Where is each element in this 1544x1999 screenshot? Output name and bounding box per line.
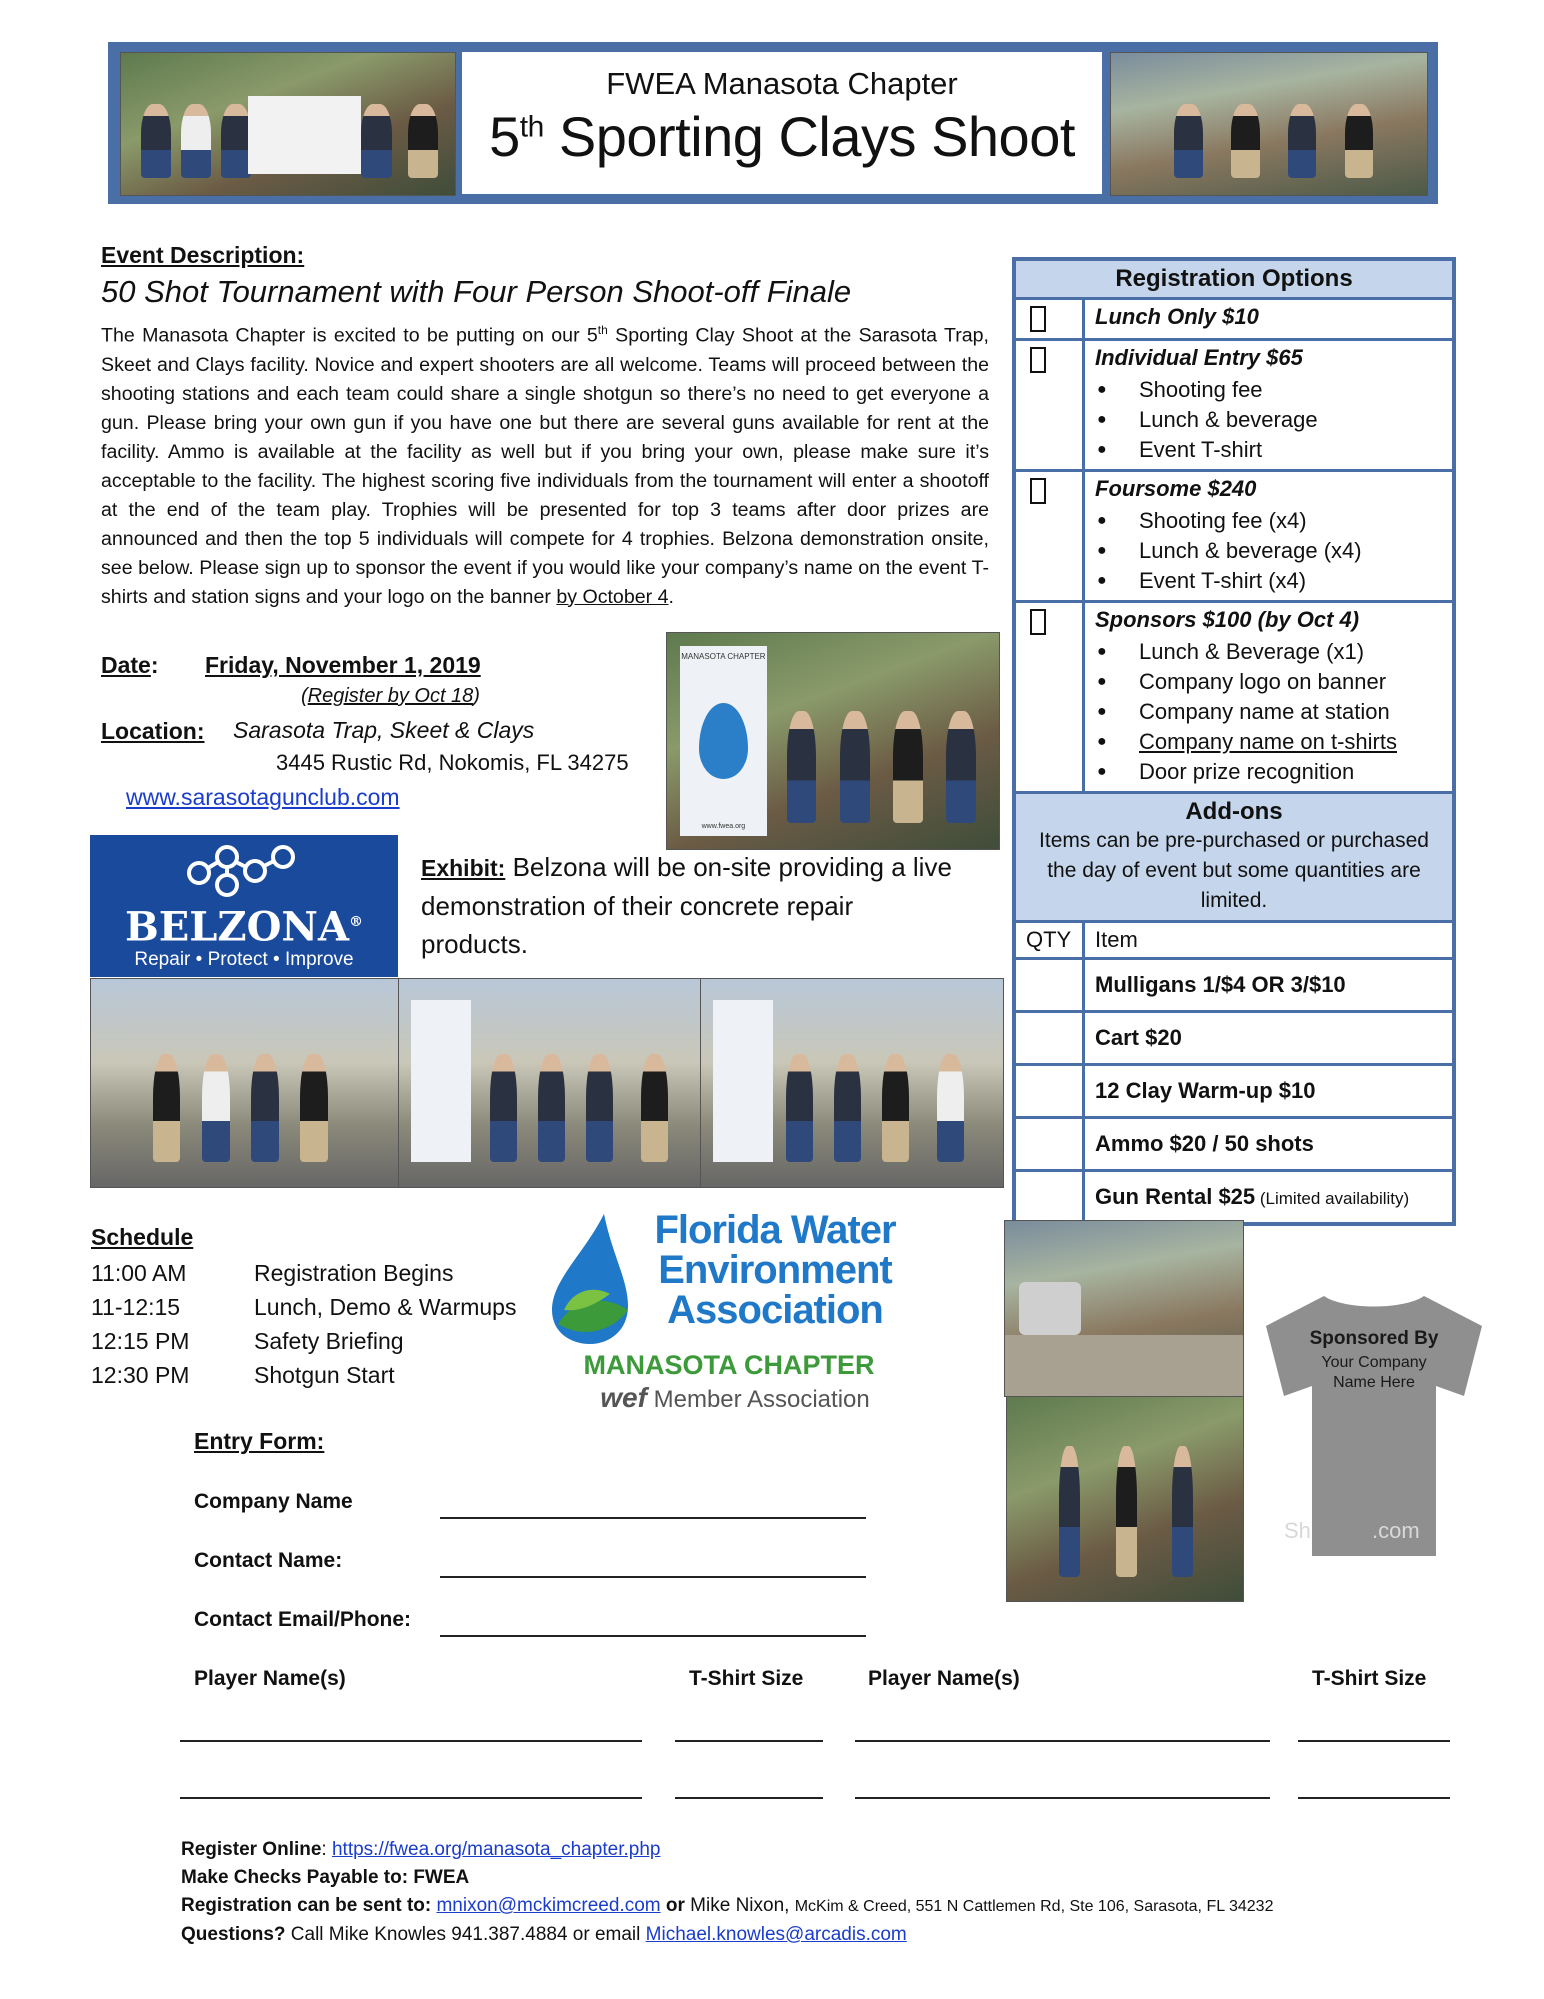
option-foursome: Foursome $240 ● Shooting fee (x4) ● Lunch & beverage (x4) ● Event T-shirt (x4) [1014,471,1454,602]
option-sponsors: Sponsors $100 (by Oct 4) ● Lunch & Beverage (x1) ● Company logo on banner ● Company name at station ● Company name on t-shirts ● Door prize recognition [1014,602,1454,793]
tshirt-field[interactable] [675,1740,823,1742]
player-header-2: Player Name(s) [868,1667,1020,1690]
player-header-1: Player Name(s) [194,1667,346,1690]
player-field[interactable] [855,1740,1270,1742]
questions: Questions? Call Mike Knowles 941.387.4884 or email Michael.knowles@arcadis.com [181,1924,907,1945]
shooters-photo [1006,1396,1244,1602]
option-item: ● Lunch & Beverage (x1) [1139,637,1442,667]
team-photo-2 [398,978,702,1188]
wef-logo: wef [600,1382,647,1413]
option-item: ● Company name on t-shirts [1139,727,1442,757]
registration-title: Registration Options [1014,259,1454,299]
nixon-email-link[interactable]: mnixon@mckimcreed.com [436,1895,661,1916]
email-label: Contact Email/Phone: [194,1608,412,1631]
tshirt-sponsored: Sponsored By [1309,1328,1439,1349]
addon-qty-field[interactable] [1014,1118,1084,1171]
molecule-icon [179,843,309,897]
addons-description: Items can be pre-purchased or purchased the day of event but some quantities are limited. [1039,829,1429,912]
addon-qty-field[interactable] [1014,1065,1084,1118]
belzona-tagline: Repair • Protect • Improve [134,949,354,971]
tshirt-header-2: T-Shirt Size [1312,1667,1427,1690]
contact-label: Contact Name: [194,1549,343,1572]
option-item: ● Event T-shirt [1139,435,1442,465]
location-label: Location: [101,718,205,744]
addon-row: Ammo $20 / 50 shots [1014,1118,1454,1171]
header-banner [108,42,1438,204]
option-item: ● Company logo on banner [1139,667,1442,697]
option-item: ● Event T-shirt (x4) [1139,566,1442,596]
banner-title: 5th Sporting Clays Shoot [489,105,1075,168]
player-field[interactable] [180,1797,642,1799]
option-item: ● Shooting fee (x4) [1139,506,1442,536]
belzona-logo: BELZONA® Repair • Protect • Improve [90,835,398,977]
option-item: ● Company name at station [1139,697,1442,727]
register-by: (Register by Oct 18) [301,685,480,707]
contact-field[interactable] [440,1576,866,1578]
tshirt-company: Your Company [1321,1354,1427,1371]
tshirt-field[interactable] [1298,1797,1450,1799]
fwea-logo [544,1210,914,1420]
description-heading: Event Description: [101,242,305,268]
registration-sent: Registration can be sent to: mnixon@mckimcreed.com or Mike Nixon, McKim & Creed, 551 N Cattlemen Rd, Ste 106, Sarasota, FL 34232 [181,1895,1274,1916]
addon-row: Mulligans 1/$4 OR 3/$10 [1014,959,1454,1012]
fwea-chapter: MANASOTA CHAPTER [583,1350,875,1380]
option-item: ● Lunch & beverage [1139,405,1442,435]
location-name: Sarasota Trap, Skeet & Clays [233,717,535,743]
event-date: Date: [101,652,159,678]
tshirt-field[interactable] [1298,1740,1450,1742]
banner-title-area [462,52,1102,194]
team-photo-1 [90,978,400,1188]
addons-section [1014,793,1454,922]
description-subtitle: 50 Shot Tournament with Four Person Shoot-off Finale [101,274,852,309]
range-photo [1004,1220,1244,1397]
fwea-line1: Florida Water [654,1208,896,1252]
register-online-link[interactable]: https://fwea.org/manasota_chapter.php [331,1839,661,1860]
sponsors-checkbox[interactable] [1030,609,1046,635]
schedule-heading: Schedule [91,1224,194,1250]
option-lunch: Lunch Only $10 [1014,299,1454,340]
schedule-list [91,1256,516,1392]
exhibit-text: Exhibit: Belzona will be on-site providing a live demonstration of their concrete repair products. [421,852,952,959]
register-online: Register Online: https://fwea.org/manasota_chapter.php [181,1839,661,1860]
footer [181,1836,1273,1949]
addon-qty-field[interactable] [1014,959,1084,1012]
fwea-line3: Association [667,1288,883,1332]
schedule-row: 11:00 AM Registration Begins [91,1260,454,1286]
tshirt-header-1: T-Shirt Size [689,1667,804,1690]
option-item: ● Lunch & beverage (x4) [1139,536,1442,566]
player-field[interactable] [855,1797,1270,1799]
schedule-row: 12:30 PM Shotgun Start [91,1362,395,1388]
email-field[interactable] [440,1635,866,1637]
banner-chapter: FWEA Manasota Chapter [606,66,958,101]
website-link[interactable]: www.sarasotagunclub.com [126,784,400,810]
individual-checkbox[interactable] [1030,347,1046,373]
description-body: The Manasota Chapter is excited to be putting on our 5th Sporting Clay Shoot at the Sarasota Trap, Skeet and Clays facility. Novice and expert shooters are all welcome. Teams will proceed between the shooting stations and each team could share a single shotgun so there’s no need to get everyone a gun. Please bring your own gun if you have one but there are several guns available for rent at the facility. Ammo is available at the facility as well but if you bring your own, please make sure it’s acceptable to the facility. The highest scoring five individuals from the tournament will enter a shootoff at the end of the team play. Trophies will be presented for top 3 teams after door prizes are announced and then the top 5 individuals will compete for 4 trophies. Belzona demonstration onsite, see below. Please sign up to sponsor the event if you would like your company’s name on the event T-shirts and station signs and your logo on the banner by October 4. [101,323,989,608]
banner-photo-right [1110,52,1428,196]
trophy-photo: MANASOTA CHAPTER www.fwea.org [666,632,1000,850]
entry-form-heading: Entry Form: [194,1428,325,1454]
checks-payable: Make Checks Payable to: FWEA [181,1867,470,1888]
tshirt-field[interactable] [675,1797,823,1799]
foursome-checkbox[interactable] [1030,478,1046,504]
addon-row: 12 Clay Warm-up $10 [1014,1065,1454,1118]
knowles-email-link[interactable]: Michael.knowles@arcadis.com [645,1924,907,1945]
event-date-value: Friday, November 1, 2019 [205,652,481,678]
tshirt-mockup [1254,1286,1494,1566]
lunch-checkbox[interactable] [1030,306,1046,332]
team-photo-3 [700,978,1004,1188]
company-label: Company Name [194,1490,353,1513]
registration-table [1012,257,1456,1226]
tshirt-watermark: Sh .com [1284,1518,1420,1543]
banner-photo-left [120,52,456,196]
water-drop-icon [544,1214,640,1346]
addon-qty-field[interactable] [1014,1171,1084,1225]
addons-header: QTY Item [1014,922,1454,959]
player-field[interactable] [180,1740,642,1742]
location-address: 3445 Rustic Rd, Nokomis, FL 34275 [276,750,629,775]
schedule-row: 11-12:15 Lunch, Demo & Warmups [91,1294,517,1320]
tshirt-name: Name Here [1333,1374,1415,1391]
fwea-member: wef Member Association [600,1382,870,1413]
option-item: ● Shooting fee [1139,375,1442,405]
addon-qty-field[interactable] [1014,1012,1084,1065]
addons-title: Add-ons [1185,798,1283,825]
company-field[interactable] [440,1517,866,1519]
option-item: ● Door prize recognition [1139,757,1442,787]
addon-row: Gun Rental $25 (Limited availability) [1014,1171,1454,1225]
option-individual: Individual Entry $65 ● Shooting fee ● Lunch & beverage ● Event T-shirt [1014,340,1454,471]
fwea-line2: Environment [658,1248,892,1292]
schedule-row: 12:15 PM Safety Briefing [91,1328,404,1354]
addon-row: Cart $20 [1014,1012,1454,1065]
belzona-name: BELZONA [124,903,350,951]
